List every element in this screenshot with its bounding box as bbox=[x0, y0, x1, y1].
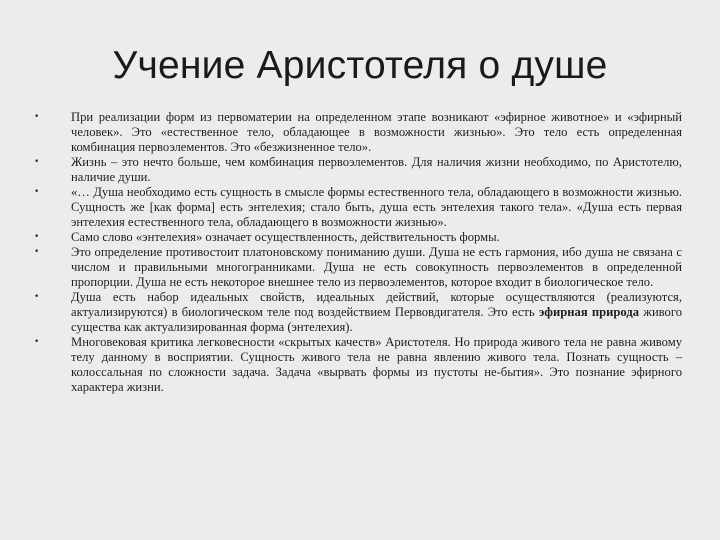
bullet-item bbox=[34, 230, 682, 245]
bullet-dot-icon: • bbox=[34, 232, 40, 242]
bullet-item bbox=[34, 335, 682, 395]
bullet-dot-icon: • bbox=[34, 292, 40, 302]
bullet-item bbox=[34, 245, 682, 290]
bullet-item bbox=[34, 110, 682, 155]
bullet-text: При реализации форм из первоматерии на определенном этапе возникают «эфирное животное» и «эфирный человек». Это «естественное тело, обладающее в возможности жизнью». Это тело есть определенная комбинация первоэлементов. Это «безжизненное тело». bbox=[71, 110, 682, 154]
slide-title: Учение Аристотеля о душе bbox=[112, 44, 608, 87]
bullet-item bbox=[34, 155, 682, 185]
bullet-dot-icon: • bbox=[34, 187, 40, 197]
bullet-text-part: Душа есть набор идеальных свойств, идеальных действий, которые осуществляются (реализуются, актуализируются) в биологическом теле под воздействием Первовдигателя. Это есть bbox=[71, 290, 682, 319]
bullet-dot-icon: • bbox=[34, 157, 40, 167]
bullet-text: Само слово «энтелехия» означает осуществленность, действительность формы. bbox=[71, 230, 500, 244]
bullet-text: Жизнь – это нечто больше, чем комбинация первоэлементов. Для наличия жизни необходимо, по Аристотелю, наличие души. bbox=[71, 155, 682, 184]
bullet-item bbox=[34, 185, 682, 230]
bullet-text: Это определение противостоит платоновскому пониманию души. Душа не есть гармония, ибо душа не связана с числом и правильными многогранниками. Душа не есть совокупность первоэлементов в определенной пропорции. Душа не есть некоторое внешнее тело из первоэлементов, которое входит в биологическое тело. bbox=[71, 245, 682, 289]
bullet-dot-icon: • bbox=[34, 247, 40, 257]
bullet-dot-icon: • bbox=[34, 337, 40, 347]
bullet-list bbox=[34, 110, 682, 395]
bullet-text: «… Душа необходимо есть сущность в смысле формы естественного тела, обладающего в возможности жизнью. Сущность же [как форма] есть энтелехия; стало быть, душа есть энтелехия такого тела». «Душа есть первая энтелехия естественного тела, обладающего в возможности жизнью». bbox=[71, 185, 682, 229]
bullet-text-part: живого существа как актуализированная форма (энтелехия). bbox=[71, 305, 682, 334]
bullet-text bbox=[71, 290, 682, 334]
bullet-text-bold: эфирная природа bbox=[538, 305, 639, 319]
bullet-dot-icon: • bbox=[34, 112, 40, 122]
bullet-item bbox=[34, 290, 682, 335]
bullet-text: Многовековая критика легковесности «скрытых качеств» Аристотеля. Но природа живого тела не равна живому телу данному в восприятии. Сущность живого тела не равна явлению живого тела. Познать сущность – колоссальная по сложности задача. Задача «вырвать формы из пустоты не-бытия». Это познание эфирного характера жизни. bbox=[71, 335, 682, 394]
